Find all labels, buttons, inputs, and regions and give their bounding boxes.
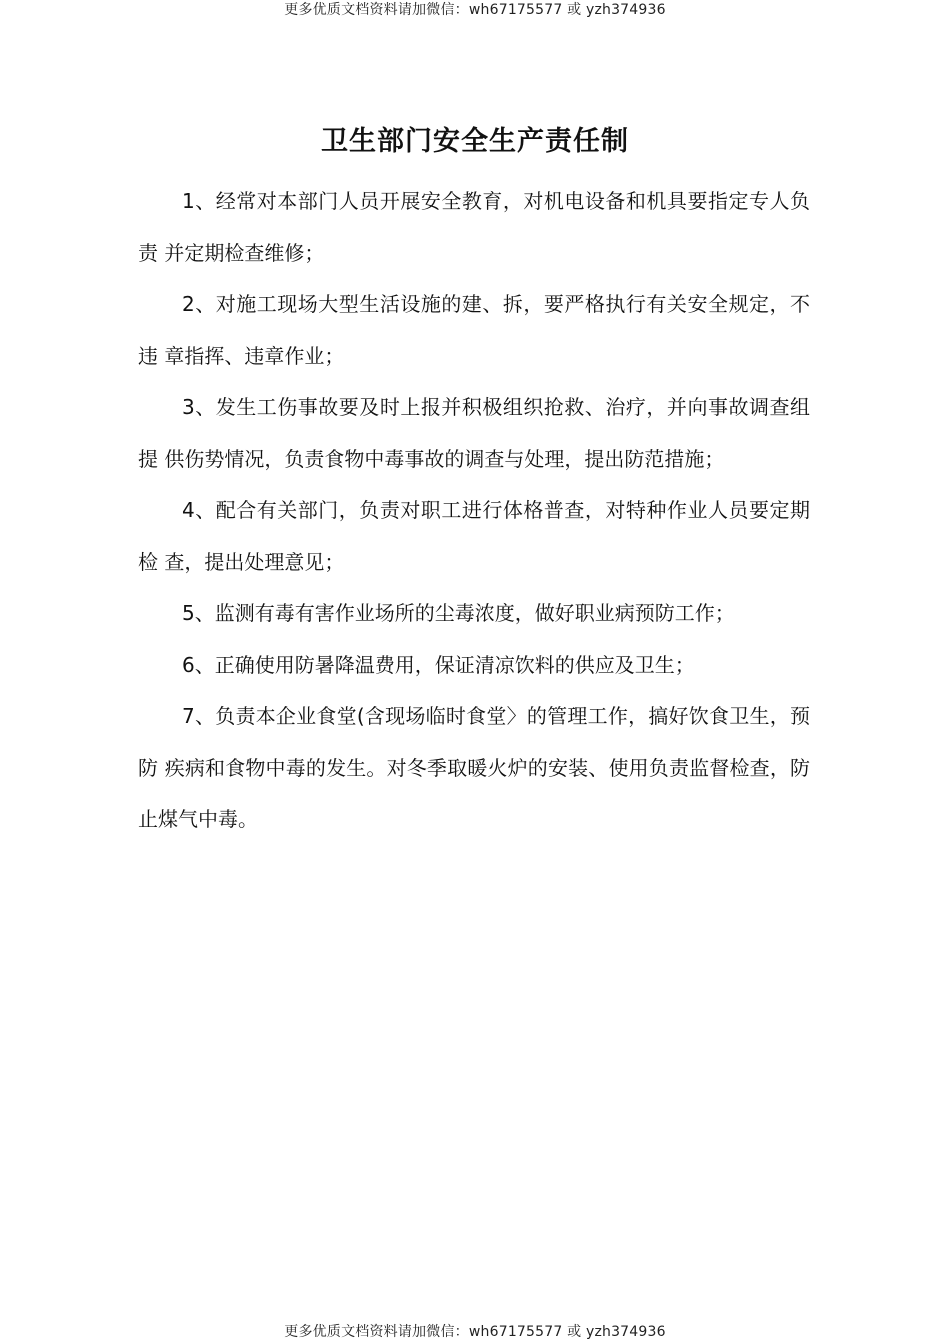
document-body: [138, 176, 810, 846]
document-title: 卫生部门安全生产责任制: [321, 126, 629, 157]
paragraph-item-7: 7、负责本企业食堂(含现场临时食堂〉的管理工作，搞好饮食卫生，预防 疾病和食物中毒的发生。对冬季取暖火炉的安装、使用负责监督检查，防止煤气中毒。: [138, 704, 810, 831]
paragraph-item-4: 4、配合有关部门，负责对职工进行体格普查，对特种作业人员要定期检 查，提出处理意见；: [138, 498, 810, 574]
header-watermark-note: 更多优质文档资料请加微信：wh67175577 或 yzh374936: [284, 2, 666, 18]
paragraph-item-6: 6、正确使用防暑降温费用，保证清凉饮料的供应及卫生；: [182, 652, 695, 677]
paragraph-item-2: 2、对施工现场大型生活设施的建、拆，要严格执行有关安全规定，不违 章指挥、违章作业；: [138, 292, 810, 368]
footer-watermark-note: 更多优质文档资料请加微信：wh67175577 或 yzh374936: [284, 1324, 666, 1340]
paragraph-item-3: 3、发生工伤事故要及时上报并积极组织抢救、治疗，并向事故调查组提 供伤势情况，负责食物中毒事故的调查与处理，提出防范措施；: [138, 395, 810, 471]
paragraph-item-1: 1、经常对本部门人员开展安全教育，对机电设备和机具要指定专人负责 并定期检查维修；: [138, 189, 810, 265]
paragraph-item-5: 5、监测有毒有害作业场所的尘毒浓度，做好职业病预防工作；: [182, 601, 735, 625]
